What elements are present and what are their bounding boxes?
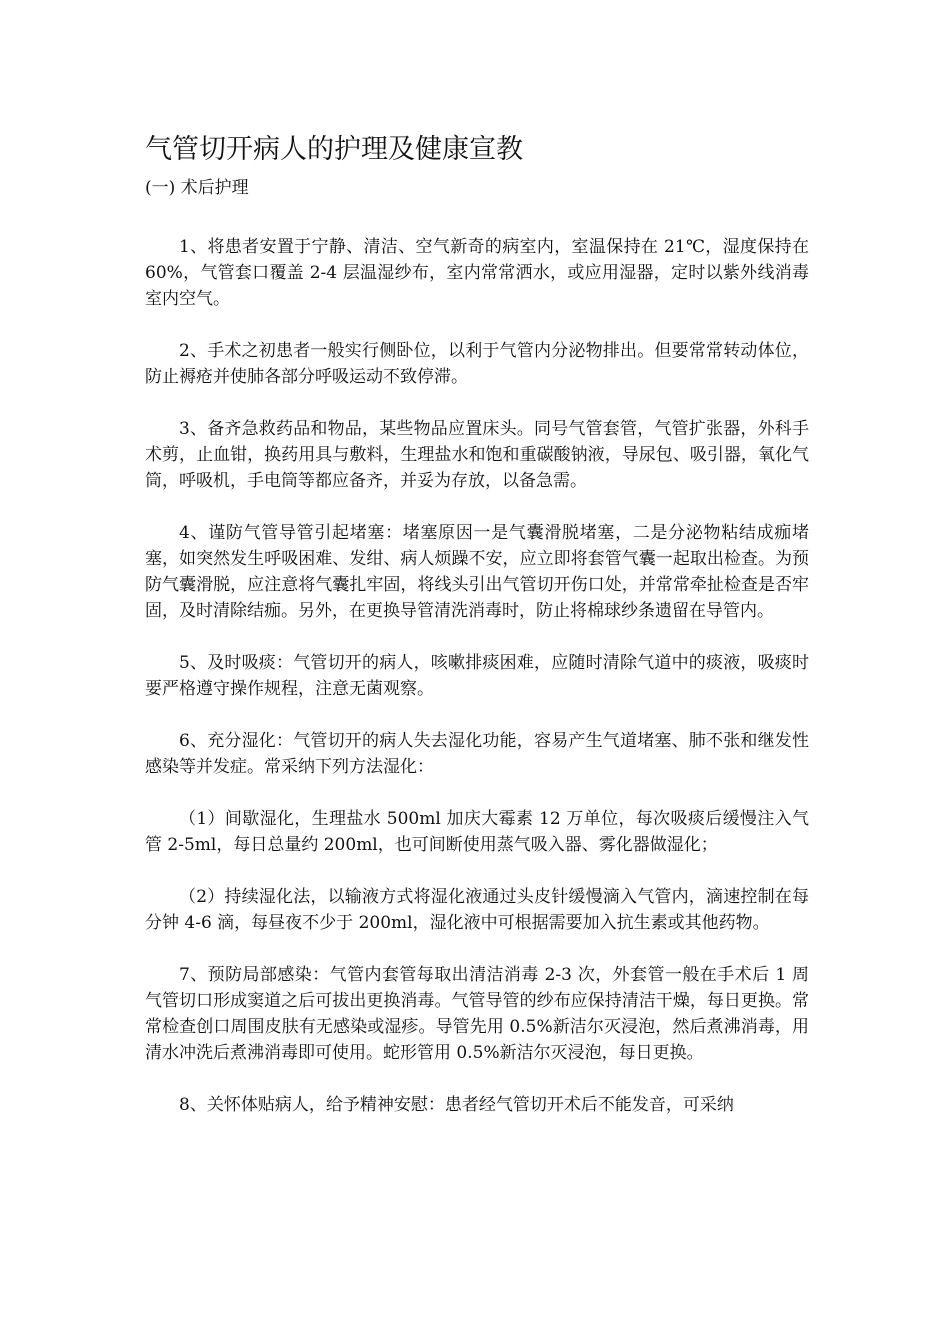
document-page [145,128,809,1118]
section-heading: (一) 术后护理 [145,178,249,198]
paragraph-3: 3、备齐急救药品和物品，某些物品应置床头。同号气管套管，气管扩张器，外科手术剪，止血钳，换药用具与敷料，生理盐水和饱和重碳酸钠液，导尿包、吸引器，氧化气筒，呼吸机，手电筒等都应备齐，并妥为存放，以备急需。 [145,419,809,491]
document-title: 气管切开病人的护理及健康宣教 [145,134,523,165]
paragraph-2: 2、手术之初患者一般实行侧卧位，以利于气管内分泌物排出。但要常常转动体位，防止褥疮并使肺各部分呼吸运动不致停滞。 [145,341,809,387]
paragraph-7: 7、预防局部感染：气管内套管每取出清洁消毒 2-3 次，外套管一般在手术后 1 周气管切口形成窦道之后可拔出更换消毒。气管导管的纱布应保持清洁干燥，每日更换。常常检查创口周围皮肤有无感染或湿疹。导管先用 0.5%新洁尔灭浸泡，然后煮沸消毒，用清水冲洗后煮沸消毒即可使用。蛇形管用 0.5%新洁尔灭浸泡，每日更换。 [145,965,809,1063]
paragraph-8: 8、关怀体贴病人，给予精神安慰：患者经气管切开术后不能发音，可采纳 [179,1095,734,1115]
paragraph-1: 1、将患者安置于宁静、清洁、空气新奇的病室内，室温保持在 21℃，湿度保持在 60%，气管套口覆盖 2-4 层温湿纱布，室内常常洒水，或应用湿器，定时以紫外线消毒室内空气。 [145,237,809,309]
paragraph-6-sub-1: （1）间歇湿化，生理盐水 500ml 加庆大霉素 12 万单位，每次吸痰后缓慢注入气管 2-5ml，每日总量约 200ml，也可间断使用蒸气吸入器、雾化器做湿化； [145,809,809,855]
paragraph-6: 6、充分湿化：气管切开的病人失去湿化功能，容易产生气道堵塞、肺不张和继发性感染等并发症。常采纳下列方法湿化： [145,731,809,777]
paragraph-4: 4、谨防气管导管引起堵塞：堵塞原因一是气囊滑脱堵塞，二是分泌物粘结成痂堵塞，如突然发生呼吸困难、发绀、病人烦躁不安，应立即将套管气囊一起取出检查。为预防气囊滑脱，应注意将气囊扎牢固，将线头引出气管切开伤口处，并常常牵扯检查是否牢固，及时清除结痂。另外，在更换导管清洗消毒时，防止将棉球纱条遗留在导管内。 [145,523,809,621]
paragraph-5: 5、及时吸痰：气管切开的病人，咳嗽排痰困难，应随时清除气道中的痰液，吸痰时要严格遵守操作规程，注意无菌观察。 [145,653,809,699]
paragraph-6-sub-2: （2）持续湿化法，以输液方式将湿化液通过头皮针缓慢滴入气管内，滴速控制在每分钟 4-6 滴，每昼夜不少于 200ml，湿化液中可根据需要加入抗生素或其他药物。 [145,887,809,933]
